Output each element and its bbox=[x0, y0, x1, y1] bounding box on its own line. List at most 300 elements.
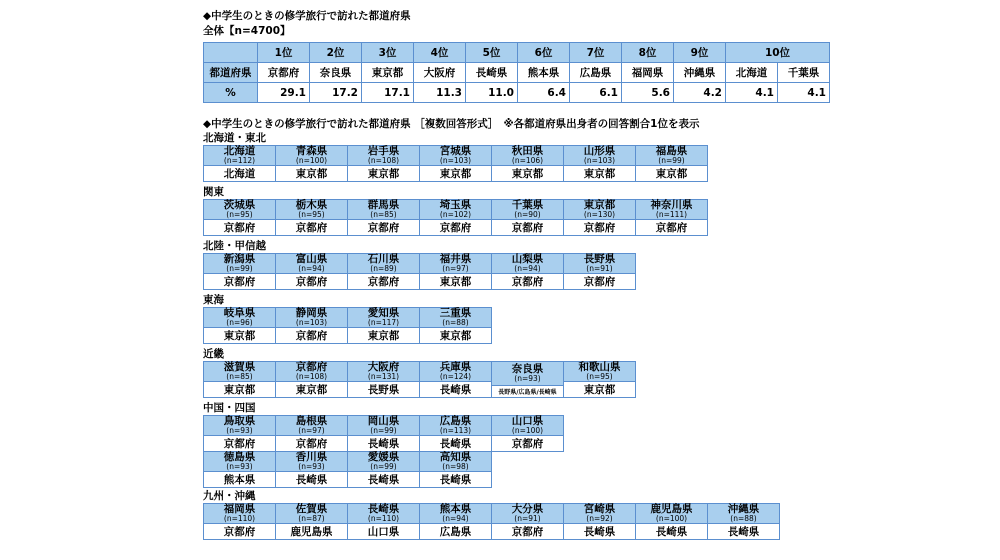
prefecture-header bbox=[276, 452, 347, 472]
ranking-corner-cell bbox=[204, 43, 258, 63]
prefecture-cell bbox=[275, 503, 348, 540]
prefecture-cell bbox=[275, 253, 348, 290]
prefecture-cell bbox=[563, 361, 636, 398]
sample-size: (n=99) bbox=[370, 426, 397, 435]
prefecture-header bbox=[348, 452, 419, 472]
origin-prefecture: 山口県 bbox=[511, 415, 544, 427]
sample-size: (n=92) bbox=[586, 514, 613, 523]
sample-size: (n=103) bbox=[583, 156, 616, 165]
region-grid bbox=[203, 307, 491, 344]
prefecture-cell bbox=[203, 253, 276, 290]
top-destination: 東京都 bbox=[636, 166, 707, 181]
origin-prefecture: 茨城県 bbox=[223, 199, 256, 211]
prefecture-header bbox=[204, 254, 275, 274]
origin-prefecture: 山形県 bbox=[583, 145, 616, 157]
sample-size: (n=110) bbox=[367, 514, 400, 523]
top-destination: 京都府 bbox=[420, 220, 491, 235]
origin-prefecture: 群馬県 bbox=[367, 199, 400, 211]
rank-label: 8位 bbox=[622, 43, 674, 63]
prefecture-cell bbox=[563, 253, 636, 290]
top-destination: 京都府 bbox=[492, 220, 563, 235]
origin-prefecture: 神奈川県 bbox=[650, 199, 693, 211]
region-title: 北海道・東北 bbox=[203, 132, 266, 144]
top-destination: 東京都 bbox=[348, 166, 419, 181]
region-title: 中国・四国 bbox=[203, 402, 256, 414]
region-grid bbox=[203, 145, 707, 182]
region-grid bbox=[203, 415, 563, 488]
sample-size: (n=89) bbox=[370, 264, 397, 273]
prefecture-cell bbox=[491, 199, 564, 236]
prefecture-header bbox=[348, 308, 419, 328]
prefecture-header bbox=[492, 254, 563, 274]
prefecture-cell bbox=[707, 503, 780, 540]
origin-prefecture: 愛媛県 bbox=[367, 451, 400, 463]
prefecture-cell bbox=[203, 307, 276, 344]
ranked-prefecture: 沖縄県 bbox=[674, 63, 726, 83]
sample-size: (n=117) bbox=[367, 318, 400, 327]
prefecture-cell bbox=[275, 361, 348, 398]
origin-prefecture: 山梨県 bbox=[511, 253, 544, 265]
sample-size: (n=93) bbox=[514, 374, 541, 383]
origin-prefecture: 北海道 bbox=[223, 145, 256, 157]
ranked-prefecture: 熊本県 bbox=[518, 63, 570, 83]
prefecture-header bbox=[564, 200, 635, 220]
rank-label: 5位 bbox=[466, 43, 518, 63]
ranked-prefecture: 東京都 bbox=[362, 63, 414, 83]
origin-prefecture: 和歌山県 bbox=[578, 361, 621, 373]
prefecture-cell bbox=[419, 307, 492, 344]
top-destination: 京都府 bbox=[276, 274, 347, 289]
top-destination: 東京都 bbox=[204, 328, 275, 343]
sample-size: (n=94) bbox=[442, 514, 469, 523]
prefecture-header bbox=[204, 452, 275, 472]
prefecture-header bbox=[276, 254, 347, 274]
prefecture-header bbox=[420, 504, 491, 524]
top-destination: 長崎県 bbox=[636, 524, 707, 539]
prefecture-header bbox=[564, 146, 635, 166]
region-grid-row bbox=[203, 307, 491, 344]
ranked-prefecture: 長崎県 bbox=[466, 63, 518, 83]
region-block bbox=[203, 402, 563, 488]
origin-prefecture: 宮崎県 bbox=[583, 503, 616, 515]
ranked-percent: 4.2 bbox=[674, 83, 726, 103]
prefecture-cell bbox=[347, 145, 420, 182]
region-grid bbox=[203, 503, 779, 540]
region-grid-row bbox=[203, 503, 779, 540]
top-destination: 京都府 bbox=[636, 220, 707, 235]
ranked-percent: 11.3 bbox=[414, 83, 466, 103]
prefecture-cell bbox=[635, 199, 708, 236]
top-destination: 東京都 bbox=[276, 382, 347, 397]
sample-size: (n=108) bbox=[295, 372, 328, 381]
row-label-prefecture: 都道府県 bbox=[204, 63, 258, 83]
prefecture-cell bbox=[419, 415, 492, 452]
region-title: 北陸・甲信越 bbox=[203, 240, 266, 252]
origin-prefecture: 石川県 bbox=[367, 253, 400, 265]
sample-size: (n=94) bbox=[514, 264, 541, 273]
row-label-percent: % bbox=[204, 83, 258, 103]
top-destination: 北海道 bbox=[204, 166, 275, 181]
top-destination: 京都府 bbox=[204, 220, 275, 235]
top-destination: 京都府 bbox=[276, 220, 347, 235]
rank-label: 4位 bbox=[414, 43, 466, 63]
sample-size: (n=97) bbox=[442, 264, 469, 273]
sample-size: (n=112) bbox=[223, 156, 256, 165]
ranking-header-row bbox=[204, 43, 830, 63]
sample-size: (n=95) bbox=[226, 210, 253, 219]
region-block bbox=[203, 348, 635, 398]
sample-size: (n=88) bbox=[442, 318, 469, 327]
prefecture-cell bbox=[491, 145, 564, 182]
ranked-percent: 5.6 bbox=[622, 83, 674, 103]
prefecture-header bbox=[276, 308, 347, 328]
origin-prefecture: 新潟県 bbox=[223, 253, 256, 265]
origin-prefecture: 兵庫県 bbox=[439, 361, 472, 373]
prefecture-header bbox=[348, 146, 419, 166]
region-grid-row bbox=[203, 253, 635, 290]
origin-prefecture: 京都府 bbox=[295, 361, 328, 373]
top-destination: 東京都 bbox=[420, 166, 491, 181]
origin-prefecture: 佐賀県 bbox=[295, 503, 328, 515]
prefecture-header bbox=[276, 504, 347, 524]
prefecture-header bbox=[420, 200, 491, 220]
prefecture-cell bbox=[419, 145, 492, 182]
prefecture-cell bbox=[347, 307, 420, 344]
ranked-prefecture: 広島県 bbox=[570, 63, 622, 83]
region-block bbox=[203, 490, 779, 540]
sample-size: (n=91) bbox=[514, 514, 541, 523]
rank-label: 3位 bbox=[362, 43, 414, 63]
prefecture-cell bbox=[491, 415, 564, 452]
sample-size: (n=88) bbox=[730, 514, 757, 523]
prefecture-cell bbox=[491, 361, 564, 398]
region-block bbox=[203, 132, 707, 182]
region-title: 東海 bbox=[203, 294, 224, 306]
top-destination: 山口県 bbox=[348, 524, 419, 539]
prefecture-cell bbox=[275, 307, 348, 344]
origin-prefecture: 大分県 bbox=[511, 503, 544, 515]
prefecture-header bbox=[276, 362, 347, 382]
top-destination: 京都府 bbox=[204, 274, 275, 289]
origin-prefecture: 大阪府 bbox=[367, 361, 400, 373]
ranked-prefecture: 千葉県 bbox=[778, 63, 830, 83]
origin-prefecture: 徳島県 bbox=[223, 451, 256, 463]
prefecture-header bbox=[348, 416, 419, 436]
top-destination: 長崎県 bbox=[348, 472, 419, 487]
top-destination: 熊本県 bbox=[204, 472, 275, 487]
origin-prefecture: 長野県 bbox=[583, 253, 616, 265]
prefecture-header bbox=[492, 416, 563, 436]
overall-sample-label: 全体【n=4700】 bbox=[203, 25, 291, 37]
ranked-prefecture: 大阪府 bbox=[414, 63, 466, 83]
origin-prefecture: 奈良県 bbox=[511, 363, 544, 375]
prefecture-header bbox=[348, 362, 419, 382]
prefecture-cell bbox=[275, 199, 348, 236]
prefecture-header bbox=[420, 362, 491, 382]
prefecture-cell bbox=[275, 451, 348, 488]
prefecture-cell bbox=[275, 145, 348, 182]
origin-prefecture: 鳥取県 bbox=[223, 415, 256, 427]
sample-size: (n=110) bbox=[223, 514, 256, 523]
origin-prefecture: 福井県 bbox=[439, 253, 472, 265]
top-destination: 京都府 bbox=[492, 524, 563, 539]
sample-size: (n=106) bbox=[511, 156, 544, 165]
prefecture-cell bbox=[635, 145, 708, 182]
prefecture-header bbox=[708, 504, 779, 524]
region-block bbox=[203, 240, 635, 290]
prefecture-cell bbox=[419, 361, 492, 398]
top-destination: 長崎県 bbox=[564, 524, 635, 539]
prefecture-cell bbox=[347, 253, 420, 290]
prefecture-cell bbox=[347, 503, 420, 540]
ranked-prefecture: 奈良県 bbox=[310, 63, 362, 83]
top-destination: 東京都 bbox=[348, 328, 419, 343]
prefecture-header bbox=[564, 254, 635, 274]
origin-prefecture: 沖縄県 bbox=[727, 503, 760, 515]
origin-prefecture: 広島県 bbox=[439, 415, 472, 427]
sample-size: (n=108) bbox=[367, 156, 400, 165]
origin-prefecture: 鹿児島県 bbox=[650, 503, 693, 515]
sample-size: (n=94) bbox=[298, 264, 325, 273]
top-destination: 京都府 bbox=[564, 220, 635, 235]
ranking-table bbox=[203, 42, 830, 103]
origin-prefecture: 高知県 bbox=[439, 451, 472, 463]
sample-size: (n=87) bbox=[298, 514, 325, 523]
region-block bbox=[203, 186, 707, 236]
prefecture-header bbox=[420, 254, 491, 274]
top-destination: 東京都 bbox=[276, 166, 347, 181]
top-destination: 京都府 bbox=[348, 274, 419, 289]
prefecture-header bbox=[204, 308, 275, 328]
ranked-percent: 11.0 bbox=[466, 83, 518, 103]
region-grid-row bbox=[203, 145, 707, 182]
prefecture-header bbox=[492, 146, 563, 166]
sample-size: (n=99) bbox=[370, 462, 397, 471]
region-grid bbox=[203, 361, 635, 398]
top-destination: 東京都 bbox=[492, 166, 563, 181]
ranked-percent: 4.1 bbox=[726, 83, 778, 103]
top-destination: 長野県 bbox=[348, 382, 419, 397]
prefecture-header bbox=[276, 200, 347, 220]
top-destination: 長崎県 bbox=[420, 472, 491, 487]
top-destination: 長崎県 bbox=[420, 436, 491, 451]
origin-prefecture: 栃木県 bbox=[295, 199, 328, 211]
prefecture-cell bbox=[275, 415, 348, 452]
prefecture-header bbox=[276, 146, 347, 166]
top-destination: 京都府 bbox=[492, 274, 563, 289]
prefecture-cell bbox=[491, 253, 564, 290]
top-destination: 東京都 bbox=[420, 274, 491, 289]
prefecture-cell bbox=[563, 199, 636, 236]
region-grid bbox=[203, 253, 635, 290]
sample-size: (n=131) bbox=[367, 372, 400, 381]
top-destination: 東京都 bbox=[204, 382, 275, 397]
rank-label: 1位 bbox=[258, 43, 310, 63]
rank-label: 9位 bbox=[674, 43, 726, 63]
top-destination: 京都府 bbox=[204, 524, 275, 539]
origin-prefecture: 千葉県 bbox=[511, 199, 544, 211]
prefecture-header bbox=[348, 200, 419, 220]
prefecture-cell bbox=[347, 199, 420, 236]
prefecture-header bbox=[204, 362, 275, 382]
prefecture-header bbox=[420, 146, 491, 166]
sample-size: (n=93) bbox=[298, 462, 325, 471]
prefecture-header bbox=[492, 362, 563, 386]
origin-prefecture: 宮城県 bbox=[439, 145, 472, 157]
prefecture-header bbox=[204, 416, 275, 436]
top-destination: 東京都 bbox=[564, 166, 635, 181]
sample-size: (n=99) bbox=[226, 264, 253, 273]
origin-prefecture: 秋田県 bbox=[511, 145, 544, 157]
top-destination: 広島県 bbox=[420, 524, 491, 539]
prefecture-header bbox=[420, 452, 491, 472]
sample-size: (n=124) bbox=[439, 372, 472, 381]
top-destination: 京都府 bbox=[564, 274, 635, 289]
ranking-percent-row bbox=[204, 83, 830, 103]
section-title-regional: ◆中学生のときの修学旅行で訪れた都道府県 ［複数回答形式］ ※各都道府県出身者の回答割合1位を表示 bbox=[203, 118, 700, 130]
top-destination: 長野県/広島県/長崎県 bbox=[492, 386, 563, 397]
prefecture-cell bbox=[419, 199, 492, 236]
ranked-percent: 17.1 bbox=[362, 83, 414, 103]
region-grid-row bbox=[203, 452, 563, 488]
sample-size: (n=95) bbox=[298, 210, 325, 219]
sample-size: (n=100) bbox=[295, 156, 328, 165]
prefecture-cell bbox=[491, 503, 564, 540]
ranked-percent: 6.1 bbox=[570, 83, 622, 103]
top-destination: 長崎県 bbox=[708, 524, 779, 539]
top-destination: 京都府 bbox=[276, 328, 347, 343]
top-destination: 東京都 bbox=[564, 382, 635, 397]
origin-prefecture: 埼玉県 bbox=[439, 199, 472, 211]
prefecture-header bbox=[564, 504, 635, 524]
prefecture-header bbox=[348, 504, 419, 524]
region-title: 関東 bbox=[203, 186, 224, 198]
origin-prefecture: 富山県 bbox=[295, 253, 328, 265]
ranked-prefecture: 福岡県 bbox=[622, 63, 674, 83]
sample-size: (n=98) bbox=[442, 462, 469, 471]
prefecture-header bbox=[420, 416, 491, 436]
prefecture-header bbox=[204, 146, 275, 166]
sample-size: (n=111) bbox=[655, 210, 688, 219]
sample-size: (n=85) bbox=[370, 210, 397, 219]
prefecture-cell bbox=[203, 145, 276, 182]
prefecture-cell bbox=[563, 503, 636, 540]
prefecture-cell bbox=[203, 451, 276, 488]
ranking-prefecture-row bbox=[204, 63, 830, 83]
origin-prefecture: 青森県 bbox=[295, 145, 328, 157]
sample-size: (n=90) bbox=[514, 210, 541, 219]
prefecture-cell bbox=[419, 253, 492, 290]
origin-prefecture: 島根県 bbox=[295, 415, 328, 427]
sample-size: (n=130) bbox=[583, 210, 616, 219]
region-grid bbox=[203, 199, 707, 236]
region-block bbox=[203, 294, 491, 344]
top-destination: 京都府 bbox=[276, 436, 347, 451]
ranked-percent: 29.1 bbox=[258, 83, 310, 103]
prefecture-header bbox=[348, 254, 419, 274]
origin-prefecture: 岐阜県 bbox=[223, 307, 256, 319]
origin-prefecture: 東京都 bbox=[583, 199, 616, 211]
prefecture-header bbox=[204, 504, 275, 524]
region-grid-row bbox=[203, 199, 707, 236]
top-destination: 鹿児島県 bbox=[276, 524, 347, 539]
prefecture-cell bbox=[419, 503, 492, 540]
sample-size: (n=103) bbox=[439, 156, 472, 165]
prefecture-cell bbox=[347, 361, 420, 398]
top-destination: 京都府 bbox=[204, 436, 275, 451]
sample-size: (n=103) bbox=[295, 318, 328, 327]
prefecture-cell bbox=[203, 199, 276, 236]
top-destination: 長崎県 bbox=[276, 472, 347, 487]
origin-prefecture: 静岡県 bbox=[295, 307, 328, 319]
prefecture-cell bbox=[203, 415, 276, 452]
ranked-percent: 6.4 bbox=[518, 83, 570, 103]
region-title: 九州・沖縄 bbox=[203, 490, 256, 502]
top-destination: 京都府 bbox=[492, 436, 563, 451]
sample-size: (n=113) bbox=[439, 426, 472, 435]
ranked-prefecture: 京都府 bbox=[258, 63, 310, 83]
top-destination: 東京都 bbox=[420, 328, 491, 343]
prefecture-cell bbox=[203, 361, 276, 398]
region-title: 近畿 bbox=[203, 348, 224, 360]
origin-prefecture: 岡山県 bbox=[367, 415, 400, 427]
prefecture-header bbox=[636, 504, 707, 524]
sample-size: (n=93) bbox=[226, 426, 253, 435]
rank-label: 7位 bbox=[570, 43, 622, 63]
top-destination: 京都府 bbox=[348, 220, 419, 235]
sample-size: (n=93) bbox=[226, 462, 253, 471]
prefecture-cell bbox=[347, 415, 420, 452]
sample-size: (n=97) bbox=[298, 426, 325, 435]
prefecture-header bbox=[564, 362, 635, 382]
sample-size: (n=91) bbox=[586, 264, 613, 273]
rank-label: 2位 bbox=[310, 43, 362, 63]
prefecture-cell bbox=[635, 503, 708, 540]
origin-prefecture: 香川県 bbox=[295, 451, 328, 463]
origin-prefecture: 三重県 bbox=[439, 307, 472, 319]
sample-size: (n=85) bbox=[226, 372, 253, 381]
origin-prefecture: 熊本県 bbox=[439, 503, 472, 515]
sample-size: (n=100) bbox=[655, 514, 688, 523]
origin-prefecture: 愛知県 bbox=[367, 307, 400, 319]
prefecture-header bbox=[636, 200, 707, 220]
prefecture-cell bbox=[347, 451, 420, 488]
ranked-percent: 17.2 bbox=[310, 83, 362, 103]
section-title-ranking: ◆中学生のときの修学旅行で訪れた都道府県 bbox=[203, 10, 411, 22]
ranked-percent: 4.1 bbox=[778, 83, 830, 103]
sample-size: (n=102) bbox=[439, 210, 472, 219]
prefecture-header bbox=[276, 416, 347, 436]
origin-prefecture: 福岡県 bbox=[223, 503, 256, 515]
origin-prefecture: 滋賀県 bbox=[223, 361, 256, 373]
prefecture-cell bbox=[563, 145, 636, 182]
sample-size: (n=95) bbox=[586, 372, 613, 381]
prefecture-cell bbox=[203, 503, 276, 540]
prefecture-header bbox=[420, 308, 491, 328]
top-destination: 長崎県 bbox=[420, 382, 491, 397]
origin-prefecture: 福島県 bbox=[655, 145, 688, 157]
prefecture-header bbox=[204, 200, 275, 220]
region-grid-row bbox=[203, 415, 563, 452]
rank-label: 10位 bbox=[726, 43, 830, 63]
prefecture-header bbox=[492, 504, 563, 524]
origin-prefecture: 長崎県 bbox=[367, 503, 400, 515]
rank-label: 6位 bbox=[518, 43, 570, 63]
sample-size: (n=99) bbox=[658, 156, 685, 165]
sample-size: (n=100) bbox=[511, 426, 544, 435]
prefecture-header bbox=[636, 146, 707, 166]
prefecture-cell bbox=[419, 451, 492, 488]
